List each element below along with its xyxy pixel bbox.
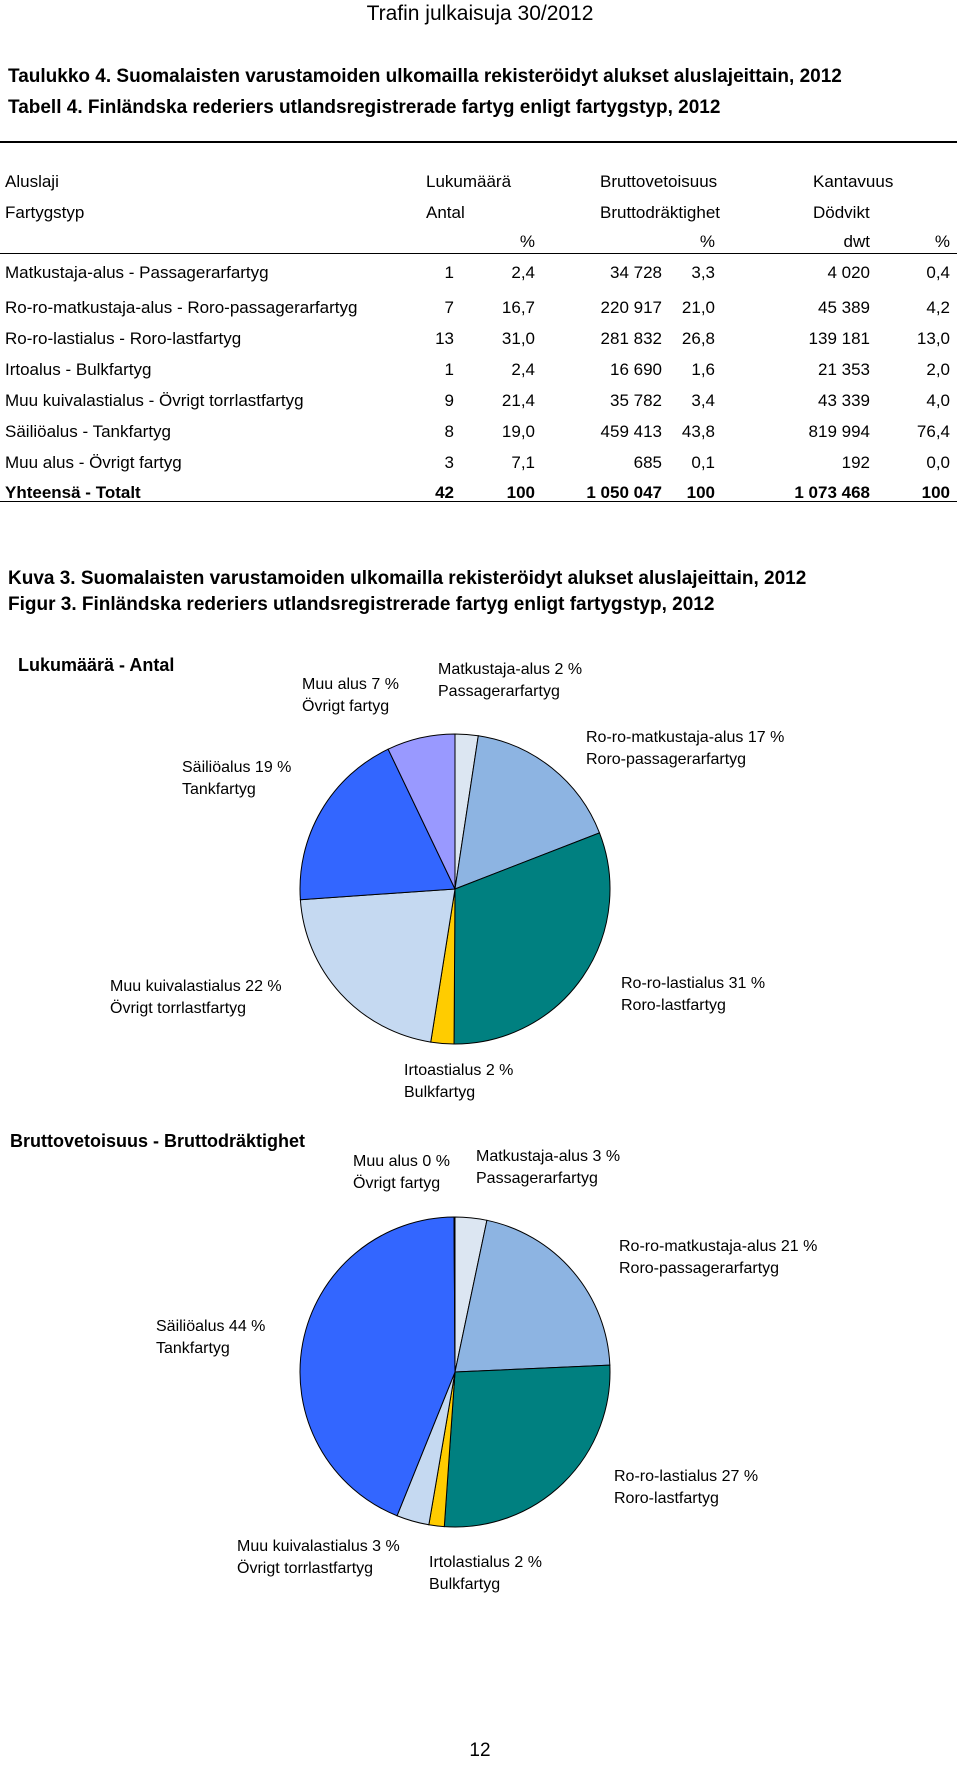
cell-count-pct: 2,4 <box>511 263 535 282</box>
cell-dwt: 139 181 <box>808 329 870 348</box>
slice-label-sv: Roro-lastfartyg <box>614 1490 719 1507</box>
cell-count: 42 <box>435 483 454 502</box>
cell-gt-pct: 43,8 <box>681 422 715 441</box>
col-header-type-sv: Fartygstyp <box>5 203 85 222</box>
cell-count-pct: 19,0 <box>501 422 535 441</box>
cell-count-pct: 7,1 <box>511 453 535 472</box>
unit-dwt: dwt <box>843 232 870 251</box>
unit-gt-pct: % <box>699 232 715 251</box>
slice-label-fi: Muu kuivalastialus 3 % <box>237 1538 400 1555</box>
cell-gt: 459 413 <box>600 422 662 441</box>
cell-gt: 281 832 <box>600 329 662 348</box>
chart2-title: Bruttovetoisuus - Bruttodräktighet <box>10 1131 305 1151</box>
figure-title-sv: Figur 3. Finländska rederiers utlandsregistrerade fartyg enligt fartygstyp, 2012 <box>8 594 715 615</box>
slice-label-sv: Roro-passagerarfartyg <box>619 1260 780 1277</box>
cell-dwt: 45 389 <box>818 298 870 317</box>
slice-label-fi: Muu alus 0 % <box>353 1153 450 1170</box>
cell-dwt: 192 <box>841 453 870 472</box>
slice-label-fi: Ro-ro-matkustaja-alus 21 % <box>619 1238 818 1255</box>
cell-dwt: 1 073 468 <box>794 483 870 502</box>
cell-dwt: 819 994 <box>808 422 870 441</box>
cell-dwt-pct: 2,0 <box>926 360 950 379</box>
page-header: Trafin julkaisuja 30/2012 <box>366 2 594 25</box>
cell-count: 1 <box>444 360 454 379</box>
chart2-label-other <box>353 1151 450 1195</box>
cell-gt: 34 728 <box>610 263 662 282</box>
col-header-count-sv: Antal <box>426 203 465 222</box>
slice-label-fi: Muu kuivalastialus 22 % <box>110 978 282 995</box>
slice-label-sv: Bulkfartyg <box>429 1576 501 1593</box>
cell-gt-pct: 100 <box>686 483 715 502</box>
cell-gt-pct: 1,6 <box>691 360 715 379</box>
cell-count-pct: 2,4 <box>511 360 535 379</box>
chart2-roro-cargo-slice <box>444 1365 610 1527</box>
cell-gt-pct: 3,3 <box>691 263 715 282</box>
chart2-label-passenger <box>476 1146 620 1190</box>
cell-type: Irtoalus - Bulkfartyg <box>5 360 152 379</box>
slice-label-fi: Ro-ro-lastialus 27 % <box>614 1468 759 1485</box>
cell-type: Yhteensä - Totalt <box>5 483 141 502</box>
table-title-fi: Taulukko 4. Suomalaisten varustamoiden ulkomailla rekisteröidyt alukset aluslajeittain, 2012 <box>8 66 842 87</box>
cell-gt: 1 050 047 <box>586 483 662 502</box>
cell-dwt: 4 020 <box>827 263 870 282</box>
cell-count-pct: 100 <box>506 483 535 502</box>
cell-count: 13 <box>435 329 454 348</box>
cell-gt-pct: 21,0 <box>681 298 715 317</box>
slice-label-sv: Roro-lastfartyg <box>621 997 726 1014</box>
unit-count-pct: % <box>519 232 535 251</box>
chart1-title: Lukumäärä - Antal <box>18 655 175 675</box>
cell-dwt-pct: 76,4 <box>916 422 950 441</box>
chart1-label-bulk <box>404 1060 513 1104</box>
chart1-label-dry-cargo <box>110 976 282 1020</box>
slice-label-fi: Säiliöalus 44 % <box>156 1318 266 1335</box>
cell-gt: 35 782 <box>610 391 662 410</box>
col-header-type: Aluslaji <box>5 172 59 191</box>
slice-label-sv: Tankfartyg <box>156 1340 230 1357</box>
cell-type: Muu kuivalastialus - Övrigt torrlastfartyg <box>5 391 304 410</box>
slice-label-sv: Roro-passagerarfartyg <box>586 751 747 768</box>
cell-dwt-pct: 13,0 <box>916 329 950 348</box>
cell-type: Ro-ro-matkustaja-alus - Roro-passagerarfartyg <box>5 298 358 317</box>
slice-label-fi: Matkustaja-alus 2 % <box>438 661 583 678</box>
slice-label-fi: Irtoastialus 2 % <box>404 1062 514 1079</box>
col-header-count: Lukumäärä <box>426 172 512 191</box>
chart2-label-roro-passenger <box>619 1236 817 1280</box>
slice-label-sv: Passagerarfartyg <box>476 1170 598 1187</box>
cell-gt: 220 917 <box>600 298 662 317</box>
cell-type: Muu alus - Övrigt fartyg <box>5 453 182 472</box>
cell-count-pct: 16,7 <box>501 298 535 317</box>
slice-label-sv: Övrigt fartyg <box>353 1175 441 1192</box>
slice-label-sv: Övrigt torrlastfartyg <box>237 1560 374 1577</box>
cell-count: 3 <box>444 453 454 472</box>
chart1-label-roro-cargo <box>621 973 765 1017</box>
chart2-label-roro-cargo <box>614 1466 758 1510</box>
slice-label-fi: Ro-ro-lastialus 31 % <box>621 975 766 992</box>
col-header-gt: Bruttovetoisuus <box>600 172 718 191</box>
col-header-gt-sv: Bruttodräktighet <box>600 203 721 222</box>
cell-dwt: 21 353 <box>818 360 870 379</box>
cell-dwt-pct: 0,0 <box>926 453 950 472</box>
cell-gt-pct: 3,4 <box>691 391 715 410</box>
cell-type: Matkustaja-alus - Passagerarfartyg <box>5 263 269 282</box>
slice-label-sv: Bulkfartyg <box>404 1084 476 1101</box>
cell-count: 1 <box>444 263 454 282</box>
figure-title-fi: Kuva 3. Suomalaisten varustamoiden ulkomailla rekisteröidyt alukset aluslajeittain, 2012 <box>8 568 807 589</box>
cell-dwt-pct: 100 <box>921 483 950 502</box>
page-number: 12 <box>469 1740 491 1761</box>
cell-count-pct: 21,4 <box>501 391 535 410</box>
cell-count-pct: 31,0 <box>501 329 535 348</box>
slice-label-fi: Irtolastialus 2 % <box>429 1554 542 1571</box>
chart2-label-tanker <box>156 1316 265 1360</box>
cell-dwt: 43 339 <box>818 391 870 410</box>
slice-label-sv: Passagerarfartyg <box>438 683 560 700</box>
chart1-label-roro-passenger <box>586 727 784 771</box>
cell-gt-pct: 0,1 <box>691 453 715 472</box>
col-header-dwt-sv: Dödvikt <box>813 203 870 222</box>
slice-label-sv: Tankfartyg <box>182 781 256 798</box>
cell-count: 7 <box>444 298 454 317</box>
cell-type: Säiliöalus - Tankfartyg <box>5 422 171 441</box>
chart1-label-passenger <box>438 659 582 703</box>
cell-dwt-pct: 4,0 <box>926 391 950 410</box>
chart1-label-other <box>302 674 399 718</box>
cell-type: Ro-ro-lastialus - Roro-lastfartyg <box>5 329 242 348</box>
slice-label-fi: Muu alus 7 % <box>302 676 399 693</box>
cell-count: 8 <box>444 422 454 441</box>
col-header-dwt: Kantavuus <box>813 172 894 191</box>
cell-count: 9 <box>444 391 454 410</box>
slice-label-fi: Säiliöalus 19 % <box>182 759 292 776</box>
slice-label-fi: Ro-ro-matkustaja-alus 17 % <box>586 729 785 746</box>
cell-gt-pct: 26,8 <box>681 329 715 348</box>
chart2-label-dry-cargo <box>237 1536 400 1580</box>
cell-gt: 685 <box>633 453 662 472</box>
slice-label-sv: Övrigt fartyg <box>302 698 390 715</box>
cell-gt: 16 690 <box>610 360 662 379</box>
slice-label-fi: Matkustaja-alus 3 % <box>476 1148 621 1165</box>
unit-dwt-pct: % <box>934 232 950 251</box>
chart1-label-tanker <box>182 757 291 801</box>
cell-dwt-pct: 0,4 <box>926 263 950 282</box>
table-title-sv: Tabell 4. Finländska rederiers utlandsregistrerade fartyg enligt fartygstyp, 2012 <box>8 97 721 118</box>
cell-dwt-pct: 4,2 <box>926 298 950 317</box>
chart2-label-bulk <box>429 1552 542 1596</box>
slice-label-sv: Övrigt torrlastfartyg <box>110 1000 247 1017</box>
